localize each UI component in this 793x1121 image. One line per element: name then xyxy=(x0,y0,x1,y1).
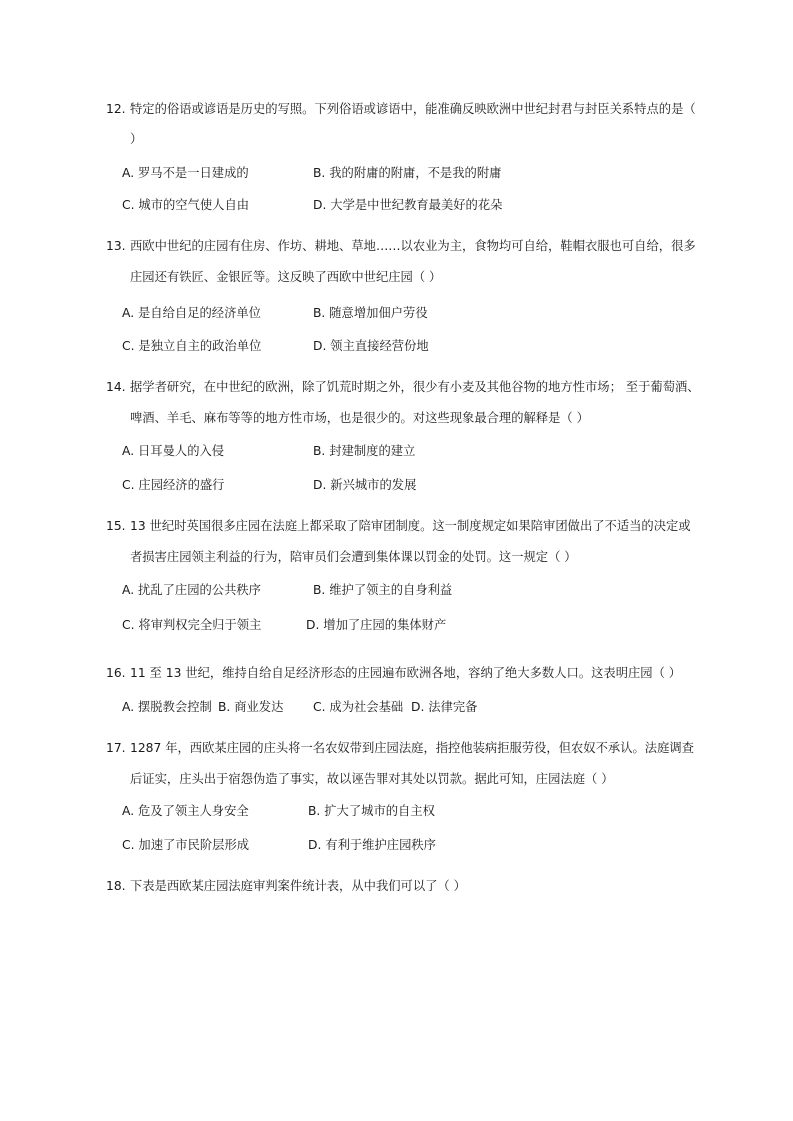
option-c[interactable]: C. 城市的空气使人自由 xyxy=(122,198,250,212)
option-b[interactable]: B. 商业发达 xyxy=(218,700,284,714)
option-c[interactable]: C. 庄园经济的盛行 xyxy=(122,478,225,492)
question-stem-line: 啤酒、羊毛、麻布等等的地方性市场，也是很少的。对这些现象最合理的解释是（ ） xyxy=(130,411,589,425)
option-b[interactable]: B. 封建制度的建立 xyxy=(313,444,416,458)
question-stem-line: ） xyxy=(130,132,143,146)
option-b[interactable]: B. 随意增加佃户劳役 xyxy=(313,306,428,320)
option-d[interactable]: D. 有利于维护庄园秩序 xyxy=(308,838,436,852)
option-d[interactable]: D. 领主直接经营份地 xyxy=(313,339,429,353)
option-c[interactable]: C. 加速了市民阶层形成 xyxy=(122,838,250,852)
option-a[interactable]: A. 日耳曼人的入侵 xyxy=(122,444,225,458)
option-c[interactable]: C. 是独立自主的政治单位 xyxy=(122,339,262,353)
question-stem-line: 据学者研究，在中世纪的欧洲，除了饥荒时期之外，很少有小麦及其他谷物的地方性市场； 至于葡萄酒、 xyxy=(130,380,700,394)
question-number: 13. xyxy=(106,239,126,253)
question-stem-line: 1287 年，西欧某庄园的庄头将一名农奴带到庄园法庭，指控他装病拒服劳役，但农奴不承认。法庭调查 xyxy=(130,741,694,755)
option-a[interactable]: A. 罗马不是一日建成的 xyxy=(122,166,249,180)
question-stem-line: 西欧中世纪的庄园有住房、作坊、耕地、草地……以农业为主，食物均可自给，鞋帽衣服也可自给，很多 xyxy=(130,239,696,253)
option-a[interactable]: A. 危及了领主人身安全 xyxy=(122,804,249,818)
question-stem-line: 者损害庄园领主利益的行为，陪审员们会遭到集体课以罚金的处罚。这一规定（ ） xyxy=(130,550,577,564)
question-stem-line: 特定的俗语或谚语是历史的写照。下列俗语或谚语中，能准确反映欧洲中世纪封君与封臣关系特点的是（ xyxy=(130,102,696,116)
option-c[interactable]: C. 将审判权完全归于领主 xyxy=(122,618,262,632)
question-stem-line: 下表是西欧某庄园法庭审判案件统计表，从中我们可以了（ ） xyxy=(130,879,466,893)
option-d[interactable]: D. 法律完备 xyxy=(411,700,478,714)
question-number: 14. xyxy=(106,380,126,394)
question-stem-line: 11 至 13 世纪，维持自给自足经济形态的庄园遍布欧洲各地，容纳了绝大多数人口。这表明庄园（ ） xyxy=(130,666,682,680)
option-a[interactable]: A. 扰乱了庄园的公共秩序 xyxy=(122,583,261,597)
question-number: 16. xyxy=(106,666,126,680)
question-stem-line: 后证实，庄头出于宿怨伪造了事实，故以诬告罪对其处以罚款。据此可知，庄园法庭（ ） xyxy=(130,772,614,786)
option-c[interactable]: C. 成为社会基础 xyxy=(313,700,404,714)
option-b[interactable]: B. 我的附庸的附庸，不是我的附庸 xyxy=(313,166,502,180)
question-number: 17. xyxy=(106,741,126,755)
option-a[interactable]: A. 摆脱教会控制 xyxy=(122,700,212,714)
option-b[interactable]: B. 扩大了城市的自主权 xyxy=(308,804,435,818)
question-stem-line: 13 世纪时英国很多庄园在法庭上都采取了陪审团制度。这一制度规定如果陪审团做出了不适当的决定或 xyxy=(130,519,691,533)
question-number: 15. xyxy=(106,519,126,533)
question-number: 12. xyxy=(106,102,126,116)
question-stem-line: 庄园还有铁匠、金银匠等。这反映了西欧中世纪庄园（ ） xyxy=(130,270,442,284)
option-a[interactable]: A. 是自给自足的经济单位 xyxy=(122,306,261,320)
option-d[interactable]: D. 大学是中世纪教育最美好的花朵 xyxy=(313,198,503,212)
option-b[interactable]: B. 维护了领主的自身利益 xyxy=(313,583,453,597)
option-d[interactable]: D. 增加了庄园的集体财产 xyxy=(306,618,447,632)
option-d[interactable]: D. 新兴城市的发展 xyxy=(313,478,417,492)
question-number: 18. xyxy=(106,879,126,893)
